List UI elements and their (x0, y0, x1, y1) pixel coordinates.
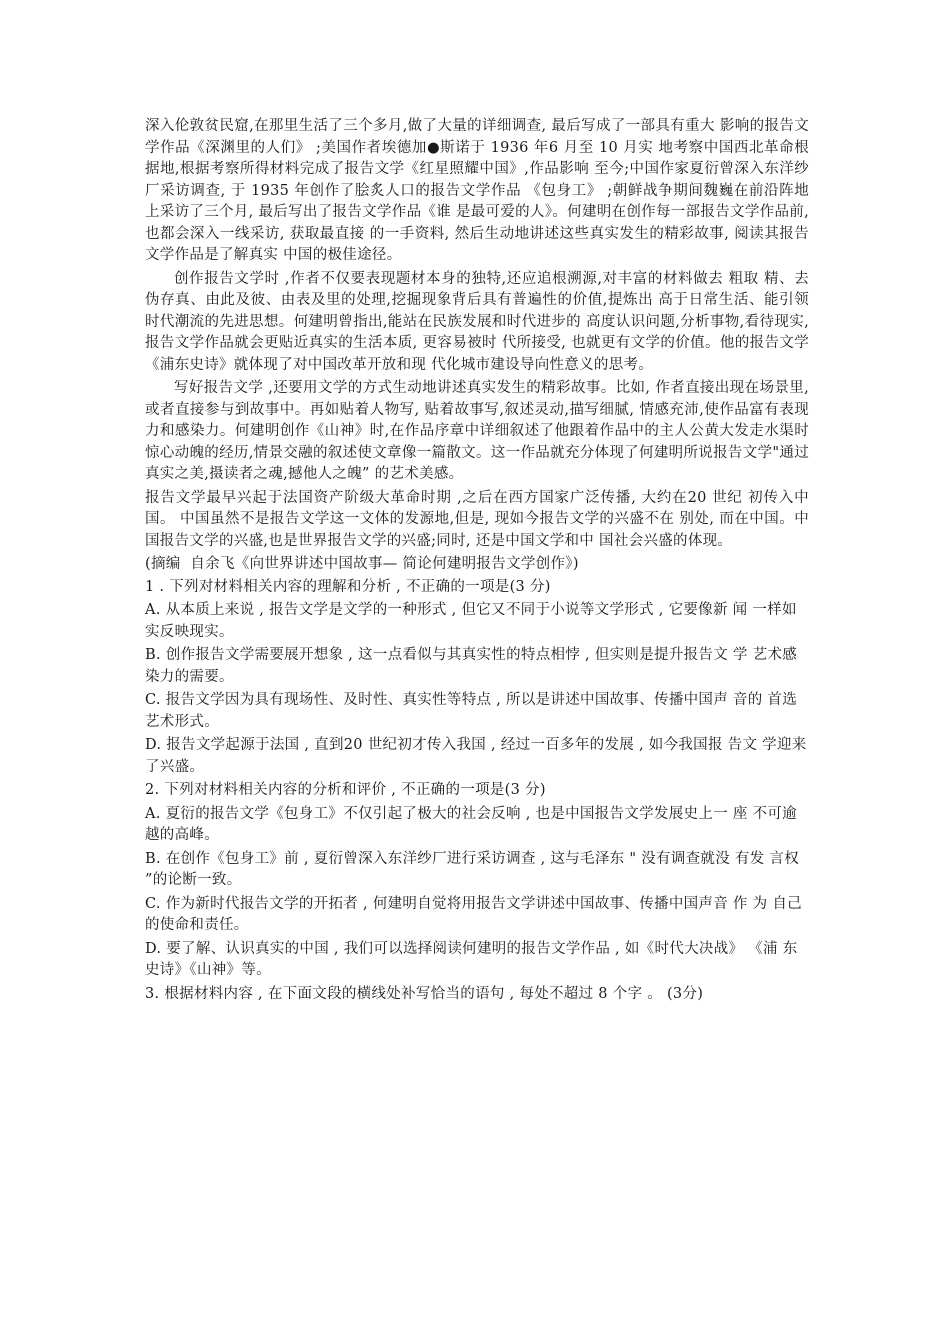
question-2-option-b: B. 在创作《包身工》前 , 夏衍曾深入东洋纱厂进行采访调查 , 这与毛泽东 " 没有调查就没 有发 言权 ”的论断一致。 (145, 850, 804, 888)
question-2-option-c: C. 作为新时代报告文学的开拓者 , 何建明自觉将用报告文学讲述中国故事、传播中国声音 作 为 自己的使命和责任。 (145, 895, 802, 933)
question-1-option-a: A. 从本质上来说 , 报告文学是文学的一种形式 , 但它又不同于小说等文学形式 , 它要像新 闻 一样如实反映现实。 (145, 602, 797, 640)
source-citation: (摘编 自余飞《向世界讲述中国故事— 简论何建明报告文学创作》) (145, 556, 579, 572)
document-page (145, 116, 809, 1007)
body-paragraph-2: 创作报告文学时 ,作者不仅要表现题材本身的独特,还应追根溯源,对丰富的材料做去 粗取 精、去伪存真、由此及彼、由表及里的处理,挖掘现象背后具有普遍性的价值,提炼出 高于日常生活、能引领时代潮流的先进思想。何建明曾指出,能站在民族发展和时代进步的 高度认识问题,分析事物,看待现实,报告文学作品就会更贴近真实的生活本质, 更容易被时 代所接受, 也就更有文学的价值。他的报告文学《浦东史诗》就体现了对中国改革开放和现 代化城市建设导向性意义的思考。 (145, 270, 809, 373)
body-paragraph-3: 写好报告文学 ,还要用文学的方式生动地讲述真实发生的精彩故事。比如, 作者直接出现在场景里,或者直接参与到故事中。再如贴着人物写, 贴着故事写,叙述灵动,描写细腻, 情感充沛,使作品富有表现力和感染力。何建明创作《山神》时,在作品序章中详细叙述了他跟着作品中的主人公黄大发走水渠时惊心动魄的经历,情景交融的叙述使文章像一篇散文。这一作品就充分体现了何建明所说报告文学"通过真实之美,摄读者之魂,撼他人之魄” 的艺术美感。 (145, 380, 809, 482)
question-1 (145, 577, 809, 779)
question-2-option-d: D. 要了解、认识真实的中国 , 我们可以选择阅读何建明的报告文学作品 , 如《时代大决战》 《浦 东史诗》《山神》等。 (145, 940, 798, 978)
body-paragraph-4: 报告文学最早兴起于法国资产阶级大革命时期 ,之后在西方国家广泛传播, 大约在20 世纪 初传入中国。 中国虽然不是报告文学这一文体的发源地,但是, 现如今报告文学的兴盛不在 别处, 而在中国。中国报告文学的兴盛,也是世界报告文学的兴盛;同时, 还是中国文学和中 国社会兴盛的体现。 (145, 489, 809, 549)
question-2-option-a: A. 夏衍的报告文学《包身工》不仅引起了极大的社会反响 , 也是中国报告文学发展史上一 座 不可逾越的高峰。 (145, 805, 797, 843)
question-1-option-d: D. 报告文学起源于法国 , 直到20 世纪初才传入我国 , 经过一百多年的发展 , 如今我国报 告文 学迎来了兴盛。 (145, 737, 807, 775)
question-2 (145, 780, 809, 982)
question-3-stem: 3. 根据材料内容 , 在下面文段的横线处补写恰当的语句 , 每处不超过 8 个字 。 (3分) (145, 985, 704, 1002)
question-1-option-c: C. 报告文学因为具有现场性、及时性、真实性等特点 , 所以是讲述中国故事、传播中国声 音的 首选艺术形式。 (145, 692, 798, 730)
body-paragraph-1: 深入伦敦贫民窟,在那里生活了三个多月,做了大量的详细调查, 最后写成了一部具有重大 影响的报告文学作品《深渊里的人们》 ;美国作者埃德加●斯诺于 1936 年6 月至 10 月实 地考察中国西北革命根据地,根据考察所得材料完成了报告文学《红星照耀中国》,作品影响 至今;中国作家夏衍曾深入东洋纱厂采访调查, 于 1935 年创作了脍炙人口的报告文学作品 《包身工》 ;朝鲜战争期间魏巍在前沿阵地上采访了三个月, 最后写出了报告文学作品《谁 是最可爱的人》。何建明在创作每一部报告文学作品前,也都会深入一线采访, 获取最直接 的一手资料, 然后生动地讲述这些真实发生的精彩故事, 阅读其报告文学作品是了解真实 中国的极佳途径。 (145, 118, 809, 263)
question-1-stem: 1 . 下列对材料相关内容的理解和分析 , 不正确的一项是(3 分) (145, 578, 551, 595)
question-2-stem: 2. 下列对材料相关内容的分析和评价 , 不正确的一项是(3 分) (145, 782, 546, 798)
question-3 (145, 984, 809, 1006)
question-1-option-b: B. 创作报告文学需要展开想象 , 这一点看似与其真实性的特点相悖 , 但实则是提升报告文 学 艺术感染力的需要。 (145, 647, 798, 685)
